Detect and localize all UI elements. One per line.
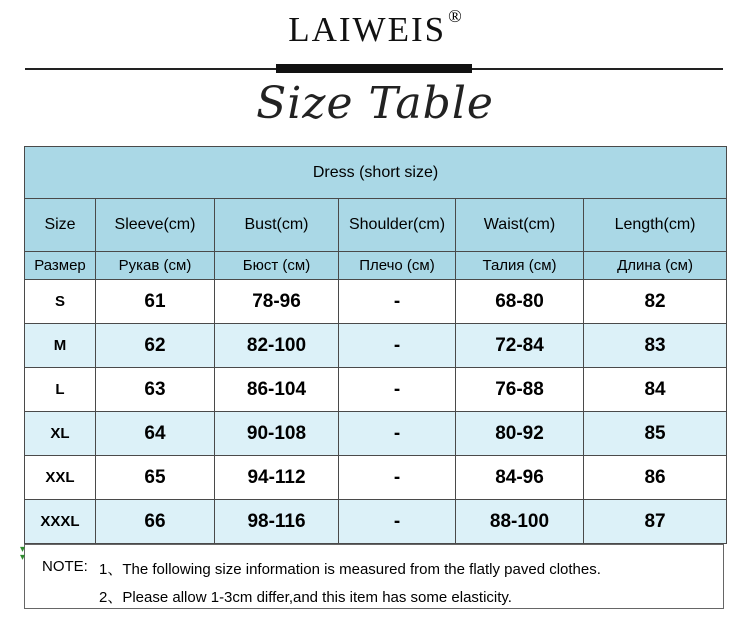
table-cell: 82 xyxy=(584,280,727,324)
note-item: 2、Please allow 1-3cm differ,and this item has some elasticity. xyxy=(99,589,512,606)
table-row xyxy=(25,456,727,500)
table-cell: 64 xyxy=(96,412,215,456)
table-row xyxy=(25,368,727,412)
table-cell: 66 xyxy=(96,500,215,544)
table-cell: 85 xyxy=(584,412,727,456)
table-cell: 62 xyxy=(96,324,215,368)
brand-header xyxy=(0,6,750,50)
size-cell: M xyxy=(25,324,96,368)
table-cell: 68-80 xyxy=(456,280,584,324)
table-cell: 76-88 xyxy=(456,368,584,412)
table-cell: - xyxy=(339,368,456,412)
table-cell: - xyxy=(339,412,456,456)
header-cell: Sleeve(cm) xyxy=(96,199,215,252)
header-cell: Length(cm) xyxy=(584,199,727,252)
table-cell: 86-104 xyxy=(215,368,339,412)
table-row xyxy=(25,324,727,368)
size-cell: XXXL xyxy=(25,500,96,544)
page-title: Size Table xyxy=(256,78,494,129)
table-caption: Dress (short size) xyxy=(25,147,727,199)
notes-box xyxy=(24,544,724,609)
size-table xyxy=(24,146,727,544)
header-cell: Shoulder(cm) xyxy=(339,199,456,252)
header-cell-ru: Плечо (см) xyxy=(339,252,456,280)
table-cell: 80-92 xyxy=(456,412,584,456)
size-cell: L xyxy=(25,368,96,412)
table-caption-row xyxy=(25,147,727,199)
size-cell: XXL xyxy=(25,456,96,500)
header-cell: Bust(cm) xyxy=(215,199,339,252)
header-cell-ru: Длина (см) xyxy=(584,252,727,280)
header-cell-ru: Бюст (см) xyxy=(215,252,339,280)
table-header-row-ru xyxy=(25,252,727,280)
table-row xyxy=(25,412,727,456)
table-cell: 87 xyxy=(584,500,727,544)
brand-logo-text: LAIWEIS xyxy=(288,10,447,49)
size-cell: XL xyxy=(25,412,96,456)
header-cell-ru: Рукав (см) xyxy=(96,252,215,280)
header-cell: Size xyxy=(25,199,96,252)
table-cell: - xyxy=(339,324,456,368)
size-cell: S xyxy=(25,280,96,324)
header-cell-ru: Талия (см) xyxy=(456,252,584,280)
table-cell: 65 xyxy=(96,456,215,500)
table-cell: 86 xyxy=(584,456,727,500)
table-cell: 82-100 xyxy=(215,324,339,368)
note-item: 1、The following size information is measured from the flatly paved clothes. xyxy=(99,561,601,578)
table-cell: 83 xyxy=(584,324,727,368)
corner-marker-icon: ▾ ▾ xyxy=(20,544,26,563)
table-row xyxy=(25,500,727,544)
table-cell: 84-96 xyxy=(456,456,584,500)
table-cell: - xyxy=(339,456,456,500)
table-cell: - xyxy=(339,500,456,544)
table-cell: 72-84 xyxy=(456,324,584,368)
table-row xyxy=(25,280,727,324)
table-cell: 90-108 xyxy=(215,412,339,456)
table-cell: 63 xyxy=(96,368,215,412)
table-cell: 88-100 xyxy=(456,500,584,544)
table-cell: 98-116 xyxy=(215,500,339,544)
table-cell: - xyxy=(339,280,456,324)
table-cell: 84 xyxy=(584,368,727,412)
registered-mark: ® xyxy=(448,6,462,26)
notes-label: NOTE: xyxy=(42,558,88,575)
header-cell: Waist(cm) xyxy=(456,199,584,252)
divider-accent-bar xyxy=(276,64,472,73)
table-cell: 94-112 xyxy=(215,456,339,500)
table-header-row-en xyxy=(25,199,727,252)
table-cell: 78-96 xyxy=(215,280,339,324)
header-cell-ru: Размер xyxy=(25,252,96,280)
table-cell: 61 xyxy=(96,280,215,324)
